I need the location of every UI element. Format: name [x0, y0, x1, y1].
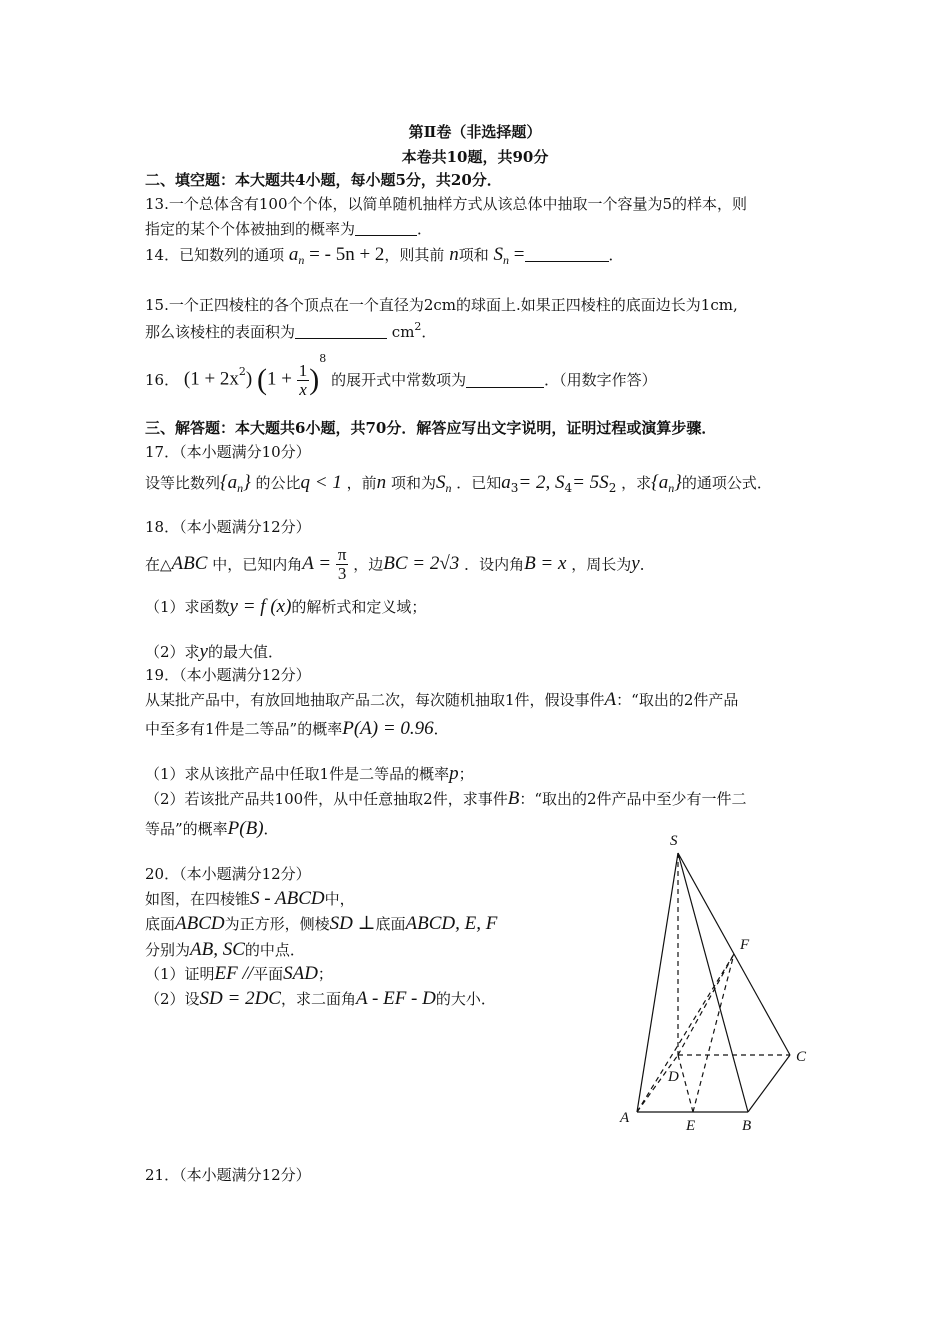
q14: 14．已知数列的通项 $a_n$ = - 5n + 2，则其前 n项和 $S_n$ = ． — [145, 244, 624, 267]
answer-blank-13 — [355, 220, 417, 236]
q19-part2-cont: 等品”的概率P(B)． — [145, 818, 279, 839]
label-S: S — [670, 833, 678, 849]
answer-blank-15 — [295, 323, 387, 339]
q18-body: 在△ABC 中，已知内角A = $\frac{\pi}{3}$ ，边BC = 2√3 ．设内角B = x ，周长为y． — [145, 545, 655, 583]
section2-heading: 二、填空题：本大题共4小题，每小题5分，共20分． — [145, 171, 502, 189]
q21-title: 21．（本小题满分12分） — [145, 1166, 311, 1184]
q18-part2: （2）求y的最大值． — [145, 641, 283, 662]
label-A: A — [620, 1110, 630, 1126]
q15-line2: 那么该棱柱的表面积为 $cm^2$． — [145, 320, 437, 341]
segment-EF — [693, 954, 734, 1112]
answer-blank-16 — [466, 372, 544, 388]
q20-line3: 分别为AB, SC的中点． — [145, 939, 305, 960]
part-subtitle: 本卷共10题，共90分 — [401, 148, 549, 166]
edge-BC — [748, 1055, 790, 1112]
q15-line1: 15.一个正四棱柱的各个顶点在一个直径为2cm的球面上.如果正四棱柱的底面边长为1cm, — [145, 296, 738, 314]
q16: 16． $(1 + 2x^2)$ (1 + $\frac{1}{x}$ )$^8$ 的展开式中常数项为 ．（用数字作答） — [145, 352, 657, 399]
label-C: C — [796, 1049, 807, 1065]
part-title: 第Ⅱ卷（非选择题） — [408, 123, 542, 141]
q20-line2: 底面ABCD为正方形，侧棱SD ⊥底面ABCD, E, F — [145, 913, 498, 934]
edge-SB — [678, 853, 748, 1112]
pyramid-figure — [610, 825, 820, 1140]
q19-part1: （1）求从该批产品中任取1件是二等品的概率p； — [145, 763, 474, 784]
label-E: E — [686, 1118, 696, 1134]
q18-part1: （1）求函数y = f (x)的解析式和定义域； — [145, 596, 427, 617]
segment-DF — [678, 954, 734, 1055]
segment-DE — [678, 1055, 693, 1112]
q13-line1: 13.一个总体含有100个个体，以简单随机抽样方式从该总体中抽取一个容量为5的样本，则 — [145, 195, 748, 213]
q19-line1: 从某批产品中，有放回地抽取产品二次，每次随机抽取1件，假设事件A：“取出的2件产品 — [145, 689, 739, 710]
label-D: D — [668, 1069, 679, 1085]
q18-title: 18．（本小题满分12分） — [145, 518, 311, 536]
q19-part2: （2）若该批产品共100件，从中任意抽取2件，求事件B：“取出的2件产品中至少有一件二 — [145, 788, 747, 809]
q19-title: 19．（本小题满分12分） — [145, 666, 311, 684]
label-B: B — [742, 1118, 752, 1134]
q13-line2: 指定的某个个体被抽到的概率为 ． — [145, 220, 433, 238]
q20-title: 20．（本小题满分12分） — [145, 865, 311, 883]
answer-blank-14 — [525, 246, 609, 262]
segment-AF — [637, 954, 734, 1112]
q20-part1: （1）证明EF //平面SAD； — [145, 963, 333, 984]
q17-title: 17．（本小题满分10分） — [145, 443, 311, 461]
q17-body: 设等比数列$\{a_n\}$ 的公比q < 1 ，前n 项和为$S_n$ ．已知$a_3= 2$, $S_4= 5S_2$ ，求$\{a_n\}$的通项公式． — [145, 472, 772, 495]
section3-heading: 三、解答题：本大题共6小题，共70分．解答应写出文字说明，证明过程或演算步骤． — [145, 419, 717, 437]
q19-line2: 中至多有1件是二等品”的概率P(A) = 0.96． — [145, 718, 449, 739]
label-F: F — [740, 937, 750, 953]
q20-part2: （2）设SD = 2DC，求二面角A - EF - D的大小． — [145, 988, 496, 1009]
q20-line1: 如图，在四棱锥S - ABCD中， — [145, 888, 355, 909]
